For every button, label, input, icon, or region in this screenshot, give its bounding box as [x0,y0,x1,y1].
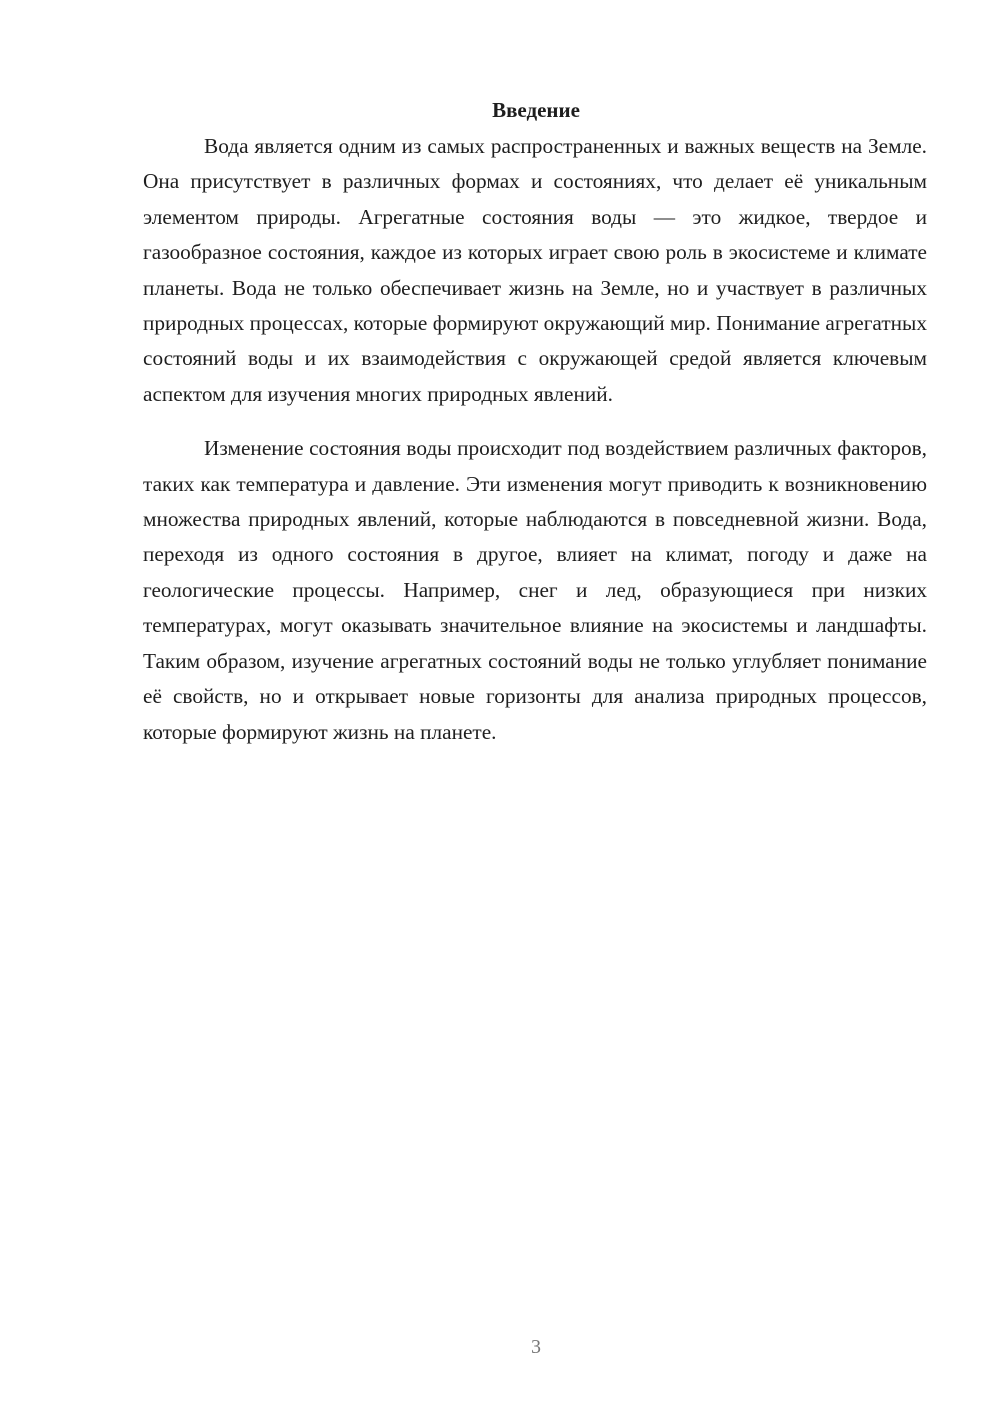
paragraph-1: Вода является одним из самых распространенных и важных веществ на Земле. Она присутствует в различных формах и состояниях, что делает её уникальным элементом природы. Агрегатные состояния воды — это жидкое, твердое и газообразное состояния, каждое из которых играет свою роль в экосистеме и климате планеты. Вода не только обеспечивает жизнь на Земле, но и участвует в различных природных процессах, которые формируют окружающий мир. Понимание агрегатных состояний воды и их взаимодействия с окружающей средой является ключевым аспектом для изучения многих природных явлений. [143,134,927,406]
paragraph-2: Изменение состояния воды происходит под воздействием различных факторов, таких как температура и давление. Эти изменения могут приводить к возникновению множества природных явлений, которые наблюдаются в повседневной жизни. Вода, переходя из одного состояния в другое, влияет на климат, погоду и даже на геологические процессы. Например, снег и лед, образующиеся при низких температурах, могут оказывать значительное влияние на экосистемы и ландшафты. Таким образом, изучение агрегатных состояний воды не только углубляет понимание её свойств, но и открывает новые горизонты для анализа природных процессов, которые формируют жизнь на планете. [143,436,927,744]
page-number: 3 [531,1336,541,1358]
section-title: Введение [492,98,580,122]
page-content [143,94,927,750]
